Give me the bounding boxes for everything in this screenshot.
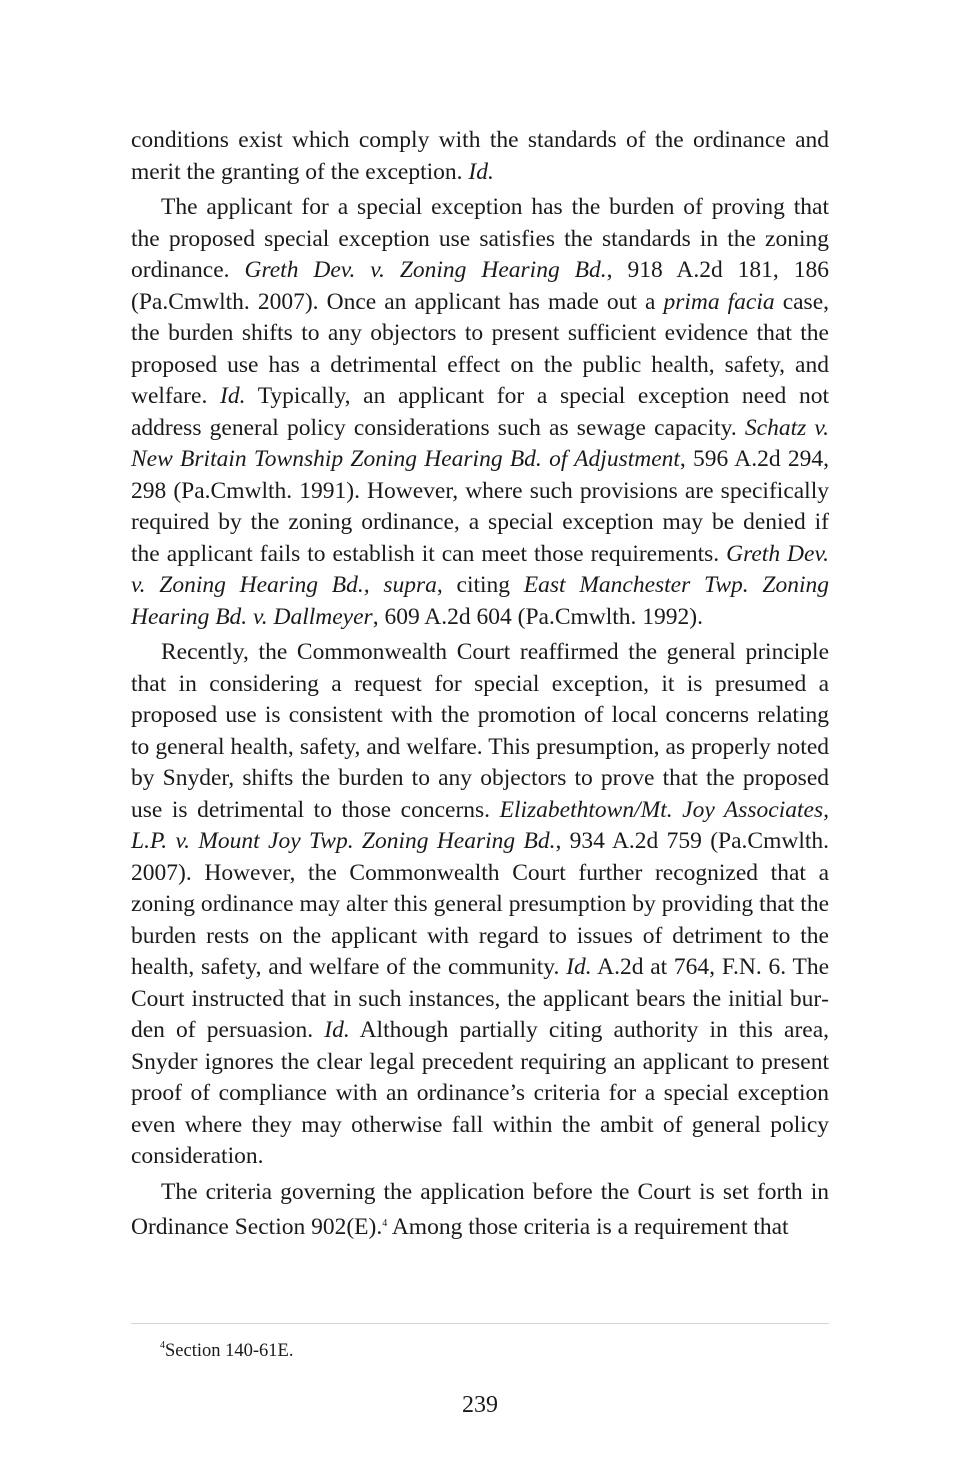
p1-cite-1: Id.	[468, 158, 494, 185]
p2-text-4: Typically, an applicant for a special exception need not address general policy considerations such as sewage capacity.	[131, 383, 829, 441]
p2-text-1: The applicant for a special exception has the burden of proving that the proposed special exception use satisfies the standards in the zoning ordinance.	[131, 194, 829, 283]
p2-text-3: case, the burden shifts to any objectors to present sufficient evidence that the proposed use has a detrimental effect on the public health, safety, and welfare.	[131, 288, 830, 409]
p2-text-6: , citing	[436, 572, 524, 598]
p2-text-2: , 918 A.2d 181, 186 (Pa.Cmwlth. 2007). Once an applicant has made out a	[131, 257, 829, 315]
p3-cite-elizabethtown: Elizabethtown/Mt. Joy Associates, L.P. v. Mount Joy Twp. Zoning Hearing Bd.	[131, 796, 829, 854]
p2-italic-prima-facia: prima facia	[663, 288, 775, 315]
p4-text-2: Among those criteria is a requirement that	[387, 1214, 789, 1240]
footnote-divider	[131, 1323, 829, 1324]
body-text	[131, 125, 829, 1248]
p3-cite-id-1: Id.	[566, 954, 592, 980]
p2-cite-schatz: Schatz v. New Britain Township Zoning Hearing Bd. of Adjustment	[131, 414, 829, 472]
p2-cite-1: Greth Dev. v. Zoning Hearing Bd.	[244, 257, 607, 283]
page-number: 239	[462, 1392, 498, 1418]
footnote-reference[interactable]: 4	[382, 1218, 388, 1229]
p3-text-3: A.2d at 764, F.N. 6. The Court instructed that in such instances, the applicant bears the initial burden of persuasion.	[131, 954, 829, 1043]
paragraph-3	[131, 637, 829, 1173]
p4-text-1: The criteria governing the application before the Court is set forth in Ordinance Section 902(E).	[131, 1178, 829, 1240]
p2-text-5: , 596 A.2d 294, 298 (Pa.Cmwlth. 1991). However, where such provisions are specifically required by the zoning ordinance, a special exception may be denied if the applicant fails to establish it can meet those requirements.	[131, 446, 829, 567]
p3-cite-id-2: Id.	[324, 1017, 350, 1043]
paragraph-1	[131, 125, 829, 188]
p1-text-1: conditions exist which comply with the standards of the ordinance and merit the granting of the exception.	[131, 127, 829, 185]
paragraph-2	[131, 192, 829, 633]
p3-text-2: , 934 A.2d 759 (Pa.Cmwlth. 2007). However, the Commonwealth Court further recognized that a zoning ordinance may alter this general presumption by providing that the burden rests on the applicant with regard to issues of detriment to the health, safety, and welfare of the community.	[131, 828, 829, 980]
p2-cite-greth-supra: Greth Dev. v. Zoning Hearing Bd., supra	[131, 540, 830, 598]
p3-text-1: Recently, the Commonwealth Court reaffirmed the general principle that in considering a request for special exception, it is presumed a proposed use is consistent with the promotion of local concerns relating to general health, safety, and welfare. This presumption, as properly noted by Snyder, shifts the burden to any objectors to prove that the proposed use is detrimental to those concerns.	[131, 639, 829, 823]
footnote-number: 4	[160, 1340, 165, 1351]
footnote-text: Section 140-61E.	[165, 1341, 294, 1361]
p2-cite-id: Id.	[220, 383, 246, 409]
footnote	[160, 1334, 293, 1363]
p3-text-4: Although partially citing authority in this area, Snyder ignores the clear legal precedent requiring an applicant to present proof of compliance with an ordinance’s criteria for a special exception even where they may otherwise fall within the ambit of general policy consideration.	[131, 1017, 830, 1169]
p2-text-7: , 609 A.2d 604 (Pa.Cmwlth. 1992).	[372, 603, 703, 630]
paragraph-4	[131, 1177, 829, 1244]
p2-cite-dallmeyer: East Manchester Twp. Zoning Hearing Bd. v. Dallmeyer	[131, 572, 829, 630]
